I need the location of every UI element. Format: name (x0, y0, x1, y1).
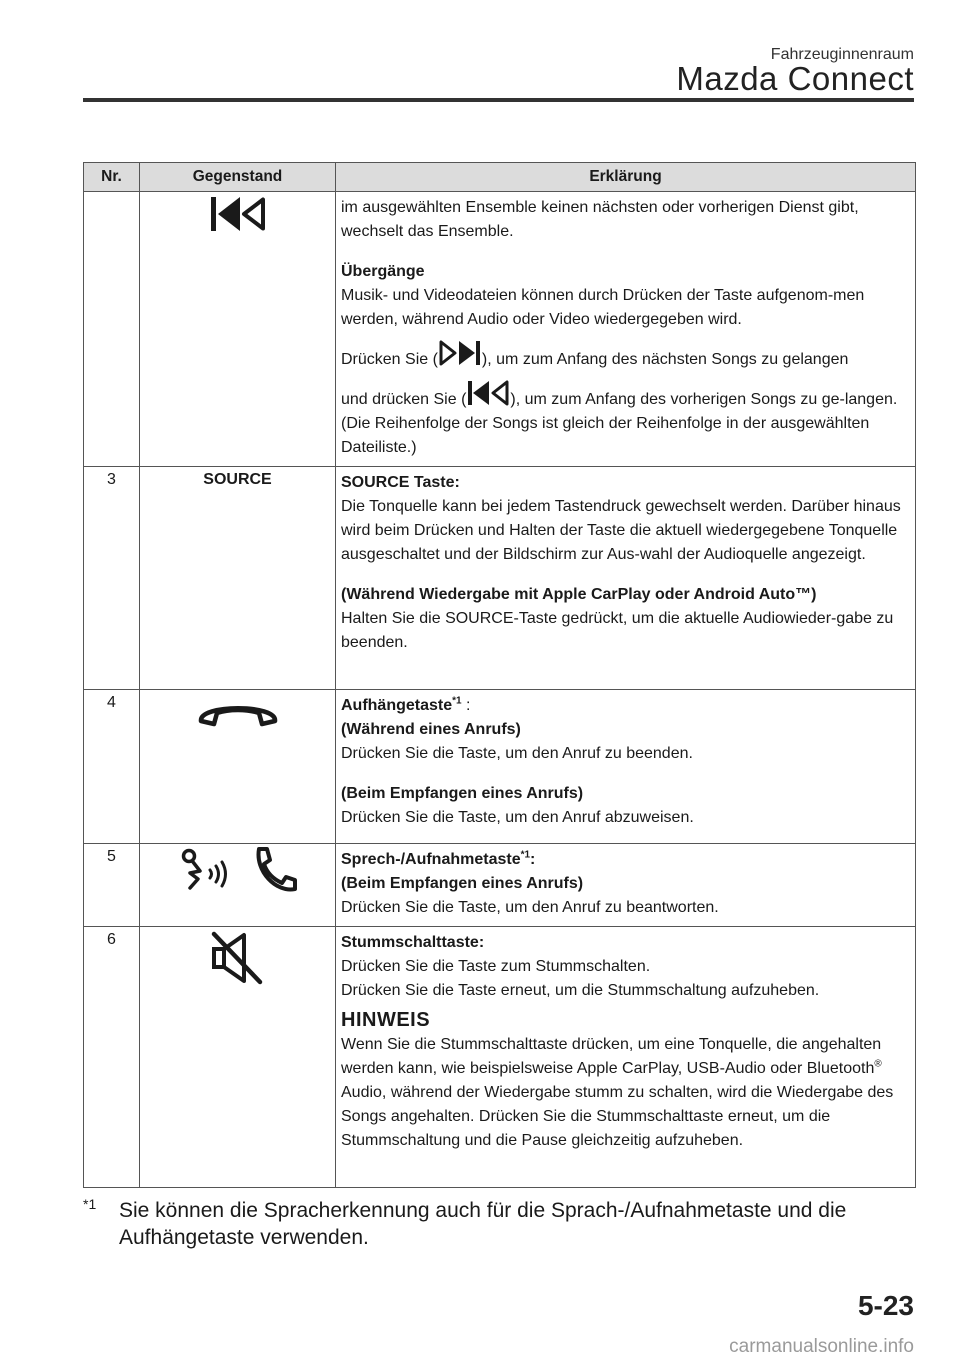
row-nr: 5 (84, 844, 140, 927)
row-explanation (336, 467, 916, 690)
note-heading: HINWEIS (341, 1009, 431, 1031)
section-title: Fahrzeuginnenraum (770, 46, 914, 63)
paragraph: Drücken Sie die Taste zum Stummschalten. (341, 958, 651, 975)
subheading: (Während Wiedergabe mit Apple CarPlay oder Android Auto™) (341, 586, 817, 603)
row-explanation (336, 690, 916, 844)
footnote-text: Sie können die Spracherkennung auch für die Sprach-/Aufnahmetaste und die Aufhängetaste verwenden. (119, 1199, 847, 1249)
row-nr (84, 192, 140, 467)
chapter-title: Mazda Connect (676, 60, 914, 97)
footnote-mark: *1 (83, 1196, 97, 1212)
table-row (84, 844, 916, 927)
paragraph: Drücken Sie die Taste, um den Anruf abzuweisen. (341, 809, 694, 826)
paragraph: Drücken Sie die Taste, um den Anruf zu beantworten. (341, 899, 719, 916)
subheading: Aufhängetaste$^{*1}$ : (341, 695, 471, 714)
row-nr: 4 (84, 690, 140, 844)
row-explanation (336, 927, 916, 1188)
paragraph: Drücken Sie ( ), um zum Anfang des nächsten Songs zu gelangen (341, 338, 905, 372)
paragraph: Drücken Sie die Taste, um den Anruf zu beenden. (341, 745, 693, 762)
row-item (140, 844, 336, 927)
subheading: (Beim Empfangen eines Anrufs) (341, 785, 584, 802)
voice-talk-icon (178, 845, 232, 897)
paragraph: Drücken Sie die Taste erneut, um die Stummschaltung aufzuheben. (341, 982, 820, 999)
row-explanation (336, 192, 916, 467)
watermark: carmanualsonline.info (729, 1336, 914, 1357)
paragraph: im ausgewählten Ensemble keinen nächsten oder vorherigen Dienst gibt, wechselt das Ensemble. (341, 199, 859, 240)
subheading: Sprech-/Aufnahmetaste$^{*1}$: (341, 849, 536, 868)
row-item (140, 927, 336, 1188)
note-text: Wenn Sie die Stummschalttaste drücken, um eine Tonquelle, die angehalten werden kann, wie beispielsweise Apple CarPlay, USB-Audio oder Bluetooth® Audio, während der Wiedergabe stumm zu schalten, wird die Wiedergabe des Songs angehalten. Drücken Sie die Stummschalttaste erneut, um die Stummschaltung und die Pause gleichzeitig aufzuheben. (341, 1036, 894, 1149)
subheading: (Beim Empfangen eines Anrufs) (341, 875, 584, 892)
table-row (84, 467, 916, 690)
paragraph: und drücken Sie ( ), um zum Anfang des vorherigen Songs zu ge-langen. (Die Reihenfolge der Songs ist gleich der Reihenfolge in der ausgewählten Dateiliste.) (341, 378, 905, 460)
table-row (84, 927, 916, 1188)
table-header-row (84, 163, 916, 192)
header-rule (83, 98, 914, 102)
page-number: 5-23 (857, 1290, 914, 1321)
paragraph: Halten Sie die SOURCE-Taste gedrückt, um die aktuelle Audiowieder-gabe zu beenden. (341, 610, 894, 651)
controls-table (83, 162, 916, 1188)
column-header-explanation: Erklärung (336, 163, 916, 192)
phone-pickup-icon (251, 845, 297, 897)
speaker-mute-icon (208, 928, 268, 988)
row-nr: 3 (84, 467, 140, 690)
phone-hangup-icon (195, 691, 281, 731)
subheading: SOURCE Taste: (341, 474, 460, 491)
paragraph: Musik- und Videodateien können durch Drücken der Taste aufgenom-men werden, während Audio oder Video wiedergegeben wird. (341, 287, 865, 328)
skip-back-icon (208, 193, 268, 235)
row-item (140, 192, 336, 467)
paragraph: Die Tonquelle kann bei jedem Tastendruck gewechselt werden. Darüber hinaus wird beim Drücken und Halten der Taste die aktuell wiedergegebene Tonquelle ausgeschaltet und der Bildschirm zur Aus-wahl der Audioquelle angezeigt. (341, 498, 901, 563)
subheading: Stummschalttaste: (341, 934, 485, 951)
row-item: SOURCE (140, 467, 336, 690)
column-header-item: Gegenstand (140, 163, 336, 192)
column-header-nr: Nr. (84, 163, 140, 192)
row-nr: 6 (84, 927, 140, 1188)
table-row (84, 690, 916, 844)
skip-back-icon (466, 378, 510, 408)
row-explanation (336, 844, 916, 927)
skip-forward-icon (438, 338, 482, 368)
row-item (140, 690, 336, 844)
table-row (84, 192, 916, 467)
subheading: (Während eines Anrufs) (341, 721, 521, 738)
footnote (83, 1197, 913, 1251)
subheading: Übergänge (341, 263, 425, 280)
